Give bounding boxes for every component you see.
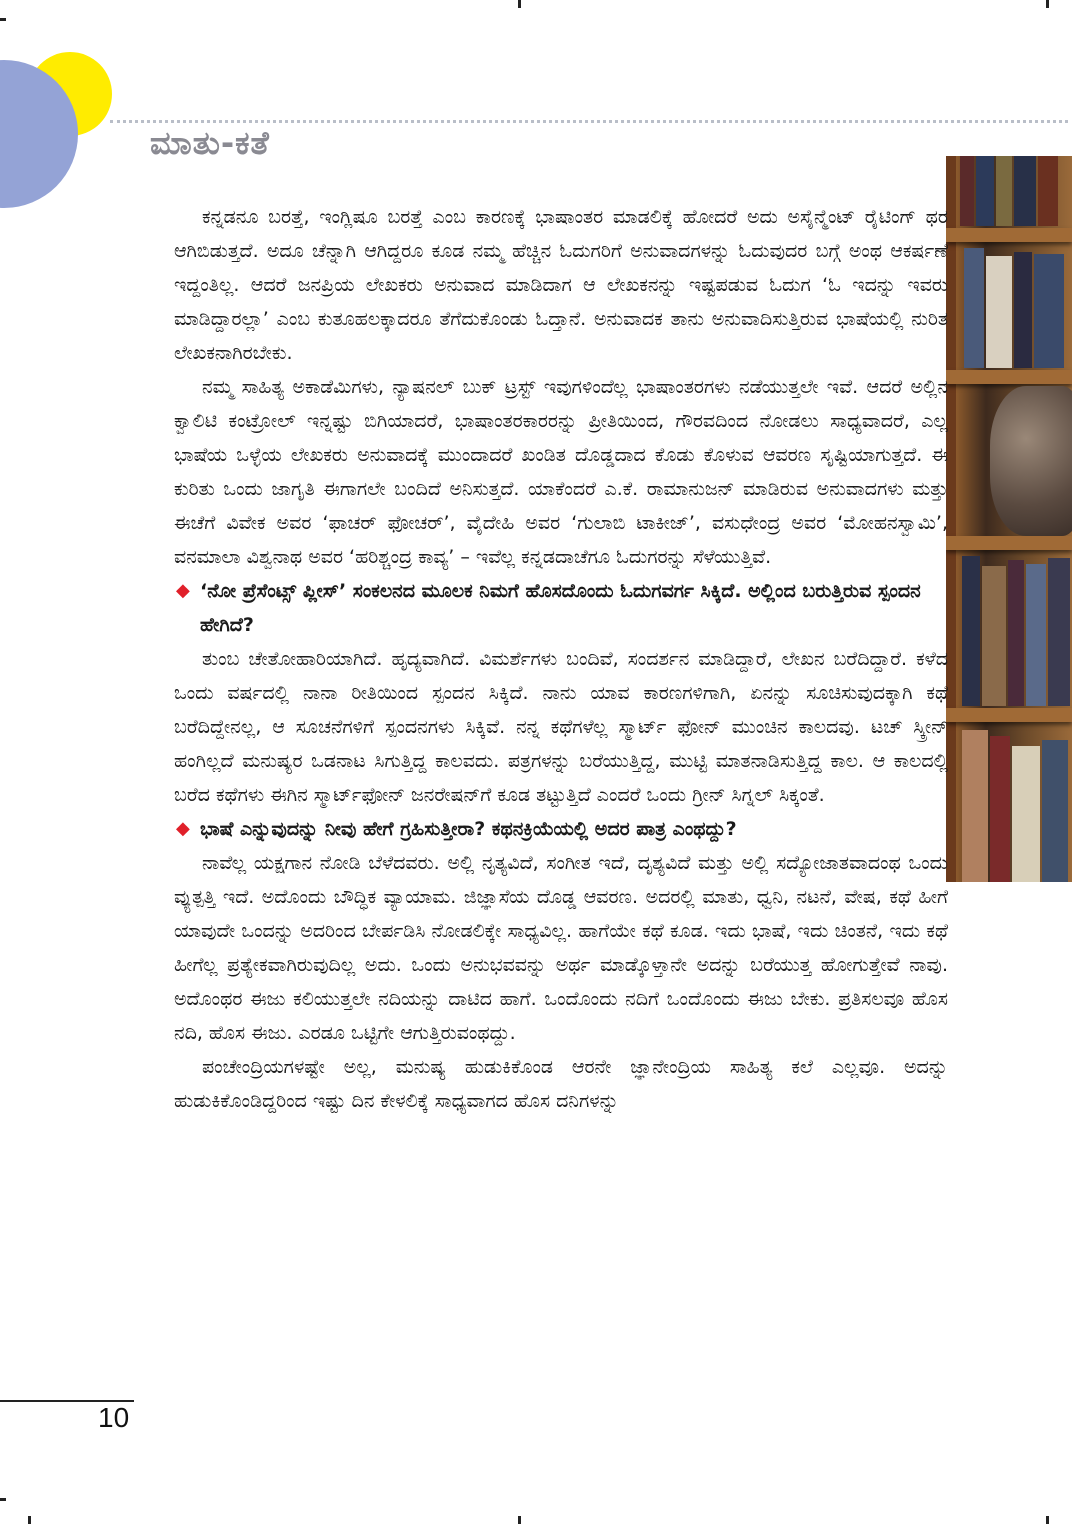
book-spine (962, 556, 980, 706)
crop-mark-bottom-center (518, 1516, 521, 1524)
shelf-board (946, 228, 1072, 242)
book-spine (1012, 746, 1040, 882)
paragraph: ತುಂಬ ಚೇತೋಹಾರಿಯಾಗಿದೆ. ಹೃದ್ಯವಾಗಿದೆ. ವಿಮರ್ಶೆಗಳು ಬಂದಿವೆ, ಸಂದರ್ಶನ ಮಾಡಿದ್ದಾರೆ, ಲೇಖನ ಬರೆದಿದ್ದಾರೆ. ಕಳೆದ ಒಂದು ವರ್ಷದಲ್ಲಿ ನಾನಾ ರೀತಿಯಿಂದ ಸ್ಪಂದನ ಸಿಕ್ಕಿದೆ. ನಾನು ಯಾವ ಕಾರಣಗಳಿಗಾಗಿ, ಏನನ್ನು ಸೂಚಿಸುವುದಕ್ಕಾಗಿ ಕಥೆ ಬರೆದಿದ್ದೇನಲ್ಲ, ಆ ಸೂಚನೆಗಳಿಗೆ ಸ್ಪಂದನಗಳು ಸಿಕ್ಕಿವೆ. ನನ್ನ ಕಥೆಗಳೆಲ್ಲ ಸ್ಮಾರ್ಟ್ ಫೋನ್ ಮುಂಚಿನ ಕಾಲದವು. ಟಚ್ ಸ್ಕ್ರೀನ್ ಹಂಗಿಲ್ಲದೆ ಮನುಷ್ಯರ ಒಡನಾಟ ಸಿಗುತ್ತಿದ್ದ ಕಾಲವದು. ಪತ್ರಗಳನ್ನು ಬರೆಯುತ್ತಿದ್ದ, ಮುಟ್ಟಿ ಮಾತನಾಡಿಸುತ್ತಿದ್ದ ಕಾಲ. ಆ ಕಾಲದಲ್ಲಿ ಬರೆದ ಕಥೆಗಳು ಈಗಿನ ಸ್ಮಾರ್ಟ್‌ಫೋನ್ ಜನರೇಷನ್‌ಗೆ ಕೂಡ ತಟ್ಟುತ್ತಿದೆ ಎಂದರೆ ಒಂದು ಗ್ರೀನ್ ಸಿಗ್ನಲ್ ಸಿಕ್ಕಂತೆ. (174, 648, 948, 806)
book-spine (960, 156, 974, 226)
book-spine (1042, 740, 1068, 882)
crop-mark-top-left (0, 18, 6, 21)
bookshelf-photo (946, 156, 1072, 882)
red-diamond-bullet-icon: ◆ (176, 580, 190, 601)
shelf-board (946, 708, 1072, 722)
shelf-board (946, 536, 1072, 550)
book-spine (1014, 156, 1036, 226)
crop-mark-bottom-left-2 (28, 1516, 31, 1524)
sculpture-bust (990, 386, 1072, 536)
paragraph: ಪಂಚೇಂದ್ರಿಯಗಳಷ್ಟೇ ಅಲ್ಲ, ಮನುಷ್ಯ ಹುಡುಕಿಕೊಂಡ ಆರನೇ ಜ್ಞಾನೇಂದ್ರಿಯ ಸಾಹಿತ್ಯ ಕಲೆ ಎಲ್ಲವೂ. ಅದನ್ನು ಹುಡುಕಿಕೊಂಡಿದ್ದರಿಂದ ಇಷ್ಟು ದಿನ ಕೇಳಲಿಕ್ಕೆ ಸಾಧ್ಯವಾಗದ ಹೊಸ ದನಿಗಳನ್ನು (174, 1056, 948, 1112)
header-dotted-rule (110, 120, 1068, 123)
page-number: 10 (98, 1402, 130, 1433)
crop-mark-top-right (1046, 0, 1049, 8)
book-spine (962, 730, 988, 882)
paragraph: ನಾವೆಲ್ಲ ಯಕ್ಷಗಾನ ನೋಡಿ ಬೆಳೆದವರು. ಅಲ್ಲಿ ನೃತ್ಯವಿದೆ, ಸಂಗೀತ ಇದೆ, ದೃಶ್ಯವಿದೆ ಮತ್ತು ಅಲ್ಲಿ ಸದ್ಯೋಜಾತವಾದಂಥ ಒಂದು ವ್ಯುತ್ಪತ್ತಿ ಇದೆ. ಅದೊಂದು ಬೌದ್ಧಿಕ ವ್ಯಾಯಾಮ. ಜಿಜ್ಞಾಸೆಯ ದೊಡ್ಡ ಆವರಣ. ಅದರಲ್ಲಿ ಮಾತು, ಧ್ವನಿ, ನಟನೆ, ವೇಷ, ಕಥೆ ಹೀಗೆ ಯಾವುದೇ ಒಂದನ್ನು ಅದರಿಂದ ಬೇರ್ಪಡಿಸಿ ನೋಡಲಿಕ್ಕೇ ಸಾಧ್ಯವಿಲ್ಲ. ಹಾಗೆಯೇ ಕಥೆ ಕೂಡ. ಇದು ಭಾಷೆ, ಇದು ಚಿಂತನೆ, ಇದು ಕಥೆ ಹೀಗೆಲ್ಲ ಪ್ರತ್ಯೇಕವಾಗಿರುವುದಿಲ್ಲ ಅದು. ಒಂದು ಅನುಭವವನ್ನು ಅರ್ಥ ಮಾಡ್ಕೊಳ್ತಾನೇ ಅದನ್ನು ಬರೆಯುತ್ತ ಹೋಗುತ್ತೇವೆ ನಾವು. ಅದೊಂಥರ ಈಜು ಕಲಿಯುತ್ತಲೇ ನದಿಯನ್ನು ದಾಟಿದ ಹಾಗೆ. ಒಂದೊಂದು ನದಿಗೆ ಒಂದೊಂದು ಈಜು ಬೇಕು. ಪ್ರತಿಸಲವೂ ಹೊಸ ನದಿ, ಹೊಸ ಈಜು. ಎರಡೂ ಒಟ್ಟಿಗೇ ಆಗುತ್ತಿರುವಂಥದ್ದು. (174, 852, 948, 1044)
article-body (174, 200, 948, 1118)
book-spine (990, 736, 1010, 882)
book-spine (1014, 252, 1032, 368)
question-text: ‘ನೋ ಪ್ರೆಸೆಂಟ್ಸ್ ಪ್ಲೀಸ್’ ಸಂಕಲನದ ಮೂಲಕ ನಿಮಗೆ ಹೊಸದೊಂದು ಓದುಗವರ್ಗ ಸಿಕ್ಕಿದೆ. ಅಲ್ಲಿಂದ ಬರುತ್ತಿರುವ ಸ್ಪಂದನ ಹೇಗಿದೆ? (200, 580, 921, 636)
interview-question (174, 574, 948, 642)
red-diamond-bullet-icon: ◆ (176, 818, 190, 839)
book-spine (1038, 156, 1058, 226)
crop-mark-top-center (518, 0, 521, 8)
book-spine (976, 156, 994, 226)
shelf-board (946, 370, 1072, 384)
question-text: ಭಾಷೆ ಎನ್ನುವುದನ್ನು ನೀವು ಹೇಗೆ ಗ್ರಹಿಸುತ್ತೀರಾ? ಕಥನಕ್ರಿಯೆಯಲ್ಲಿ ಅದರ ಪಾತ್ರ ಎಂಥದ್ದು? (200, 818, 737, 840)
crop-mark-bottom-left (0, 1498, 6, 1501)
paragraph: ಕನ್ನಡನೂ ಬರತ್ತೆ, ಇಂಗ್ಲಿಷೂ ಬರತ್ತೆ ಎಂಬ ಕಾರಣಕ್ಕೆ ಭಾಷಾಂತರ ಮಾಡಲಿಕ್ಕೆ ಹೋದರೆ ಅದು ಅಸೈನ್ಮೆಂಟ್ ರೈಟಿಂಗ್ ಥರ ಆಗಿಬಿಡುತ್ತದೆ. ಅದೂ ಚೆನ್ನಾಗಿ ಆಗಿದ್ದರೂ ಕೂಡ ನಮ್ಮ ಹೆಚ್ಚಿನ ಓದುಗರಿಗೆ ಅನುವಾದಗಳನ್ನು ಓದುವುದರ ಬಗ್ಗೆ ಅಂಥ ಆಕರ್ಷಣೆ ಇದ್ದಂತಿಲ್ಲ. ಆದರೆ ಜನಪ್ರಿಯ ಲೇಖಕರು ಅನುವಾದ ಮಾಡಿದಾಗ ಆ ಲೇಖಕನನ್ನು ಇಷ್ಟಪಡುವ ಓದುಗ ‘ಓ ಇದನ್ನು ಇವರು ಮಾಡಿದ್ದಾರಲ್ಲಾ’ ಎಂಬ ಕುತೂಹಲಕ್ಕಾದರೂ ತೆಗೆದುಕೊಂಡು ಓದ್ತಾನೆ. ಅನುವಾದಕ ತಾನು ಅನುವಾದಿಸುತ್ತಿರುವ ಭಾಷೆಯಲ್ಲಿ ನುರಿತ ಲೇಖಕನಾಗಿರಬೇಕು. (174, 206, 948, 364)
book-spine (986, 256, 1012, 368)
book-spine (1048, 558, 1070, 706)
book-spine (1034, 254, 1064, 368)
book-spine (982, 566, 1006, 706)
section-title: ಮಾತು-ಕತೆ (150, 124, 270, 162)
book-spine (964, 248, 984, 368)
book-spine (1026, 564, 1046, 706)
crop-mark-bottom-right (1046, 1516, 1049, 1524)
book-spine (1008, 560, 1024, 706)
interview-question (174, 812, 948, 846)
book-spine (996, 156, 1012, 226)
paragraph: ನಮ್ಮ ಸಾಹಿತ್ಯ ಅಕಾಡೆಮಿಗಳು, ನ್ಯಾಷನಲ್ ಬುಕ್ ಟ್ರಸ್ಟ್ ಇವುಗಳಿಂದೆಲ್ಲ ಭಾಷಾಂತರಗಳು ನಡೆಯುತ್ತಲೇ ಇವೆ. ಆದರೆ ಅಲ್ಲಿನ ಕ್ವಾಲಿಟಿ ಕಂಟ್ರೋಲ್ ಇನ್ನಷ್ಟು ಬಿಗಿಯಾದರೆ, ಭಾಷಾಂತರಕಾರರನ್ನು ಪ್ರೀತಿಯಿಂದ, ಗೌರವದಿಂದ ನೋಡಲು ಸಾಧ್ಯವಾದರೆ, ಎಲ್ಲ ಭಾಷೆಯ ಒಳ್ಳೆಯ ಲೇಖಕರು ಅನುವಾದಕ್ಕೆ ಮುಂದಾದರೆ ಖಂಡಿತ ದೊಡ್ಡದಾದ ಕೊಡು ಕೊಳುವ ಆವರಣ ಸೃಷ್ಟಿಯಾಗುತ್ತದೆ. ಈ ಕುರಿತು ಒಂದು ಜಾಗೃತಿ ಈಗಾಗಲೇ ಬಂದಿದೆ ಅನಿಸುತ್ತದೆ. ಯಾಕೆಂದರೆ ಎ.ಕೆ. ರಾಮಾನುಜನ್ ಮಾಡಿರುವ ಅನುವಾದಗಳು ಮತ್ತು ಈಚೆಗೆ ವಿವೇಕ ಅವರ ‘ಫಾಚರ್ ಫೋಚರ್’, ವೈದೇಹಿ ಅವರ ‘ಗುಲಾಬಿ ಟಾಕೀಜ್’, ವಸುಧೇಂದ್ರ ಅವರ ‘ಮೋಹನಸ್ವಾಮಿ’, ವನಮಾಲಾ ವಿಶ್ವನಾಥ ಅವರ ‘ಹರಿಶ್ಚಂದ್ರ ಕಾವ್ಯ’ – ಇವೆಲ್ಲ ಕನ್ನಡದಾಚೆಗೂ ಓದುಗರನ್ನು ಸೆಳೆಯುತ್ತಿವೆ. (174, 376, 948, 568)
